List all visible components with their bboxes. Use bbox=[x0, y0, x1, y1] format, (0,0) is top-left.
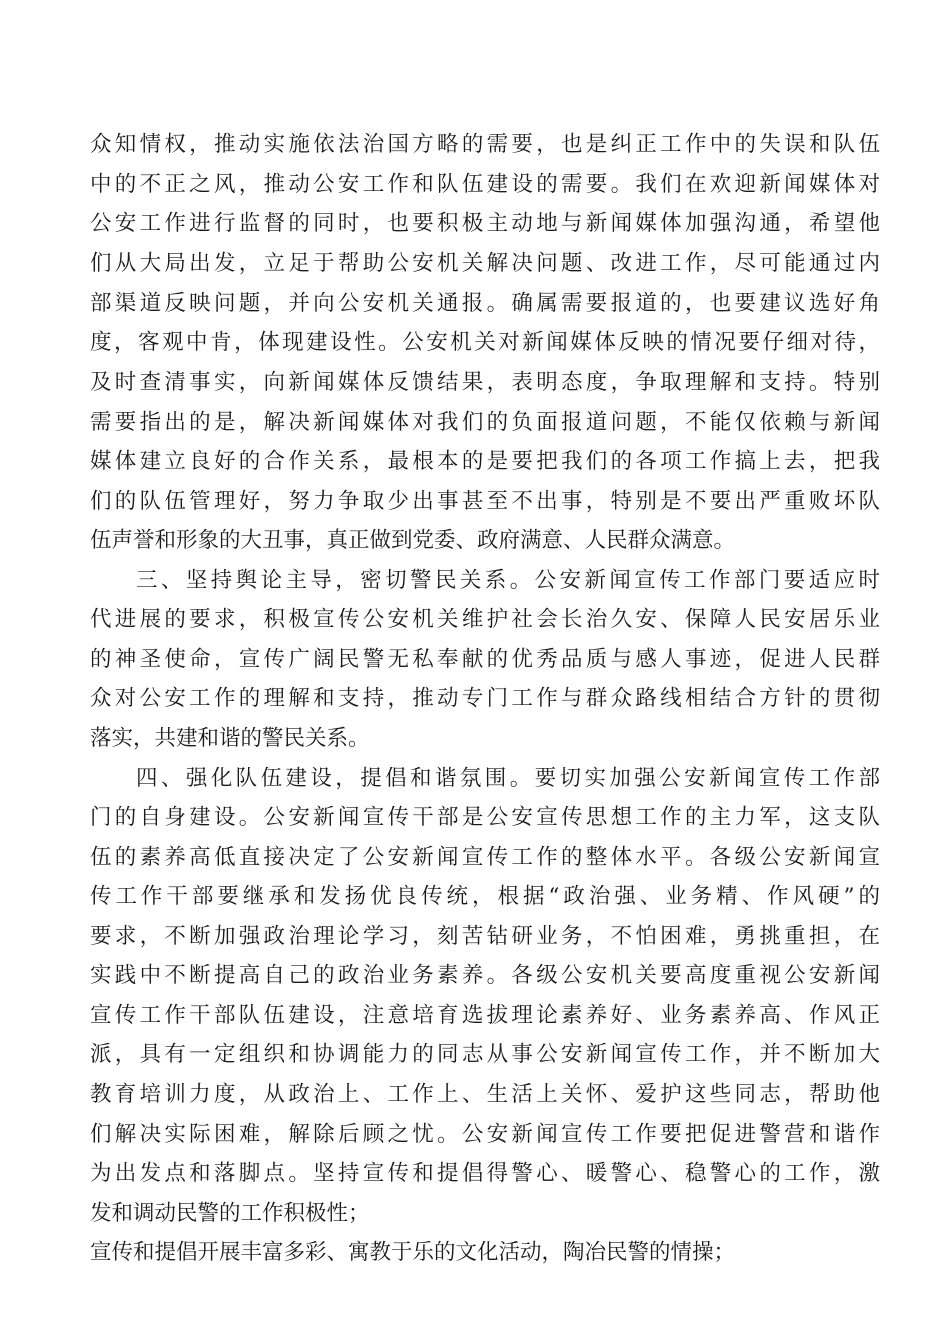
text-line: 众对公安工作的理解和支持，推动专门工作与群众路线相结合方针的贯彻 bbox=[90, 686, 880, 711]
text-line: 为出发点和落脚点。坚持宣传和提倡得警心、暖警心、稳警心的工作，激 bbox=[90, 1161, 880, 1186]
text-line: 伍声誉和形象的大丑事，真正做到党委、政府满意、人民群众满意。 bbox=[90, 528, 736, 553]
text-line: 部渠道反映问题，并向公安机关通报。确属需要报道的，也要建议选好角 bbox=[90, 291, 880, 316]
text-line: 落实，共建和谐的警民关系。 bbox=[90, 726, 370, 751]
text-line: 宣传工作干部队伍建设，注意培育选拔理论素养好、业务素养高、作风正 bbox=[90, 1003, 880, 1028]
text-line: 实践中不断提高自己的政治业务素养。各级公安机关要高度重视公安新闻 bbox=[90, 963, 880, 988]
text-line: 中的不正之风，推动公安工作和队伍建设的需要。我们在欢迎新闻媒体对 bbox=[90, 172, 880, 197]
text-line: 需要指出的是，解决新闻媒体对我们的负面报道问题，不能仅依赖与新闻 bbox=[90, 410, 880, 435]
text-line: 发和调动民警的工作积极性； bbox=[90, 1201, 370, 1226]
text-line: 众知情权，推动实施依法治国方略的需要，也是纠正工作中的失误和队伍 bbox=[90, 132, 880, 157]
text-line: 度，客观中肯，体现建设性。公安机关对新闻媒体反映的情况要仔细对待， bbox=[90, 330, 880, 355]
section-four-heading-line: 四、强化队伍建设，提倡和谐氛围。要切实加强公安新闻宣传工作部 bbox=[136, 766, 880, 791]
text-line: 伍的素养高低直接决定了公安新闻宣传工作的整体水平。各级公安新闻宣 bbox=[90, 845, 880, 870]
text-line: 要求，不断加强政治理论学习，刻苦钻研业务，不怕困难，勇挑重担，在 bbox=[90, 924, 880, 949]
text-line: 们从大局出发，立足于帮助公安机关解决问题、改进工作，尽可能通过内 bbox=[90, 251, 880, 276]
section-three-heading-line: 三、坚持舆论主导，密切警民关系。公安新闻宣传工作部门要适应时 bbox=[136, 568, 880, 593]
text-line: 及时查清事实，向新闻媒体反馈结果，表明态度，争取理解和支持。特别 bbox=[90, 370, 880, 395]
text-line: 代进展的要求，积极宣传公安机关维护社会长治久安、保障人民安居乐业 bbox=[90, 607, 880, 632]
text-line: 派，具有一定组织和协调能力的同志从事公安新闻宣传工作，并不断加大 bbox=[90, 1042, 880, 1067]
text-line: 宣传和提倡开展丰富多彩、寓教于乐的文化活动，陶冶民警的情操； bbox=[90, 1240, 736, 1265]
text-line: 门的自身建设。公安新闻宣传干部是公安宣传思想工作的主力军，这支队 bbox=[90, 805, 880, 830]
text-line: 们解决实际困难，解除后顾之忧。公安新闻宣传工作要把促进警营和谐作 bbox=[90, 1122, 880, 1147]
text-line: 公安工作进行监督的同时，也要积极主动地与新闻媒体加强沟通，希望他 bbox=[90, 211, 880, 236]
text-line: 教育培训力度，从政治上、工作上、生活上关怀、爱护这些同志，帮助他 bbox=[90, 1082, 880, 1107]
text-line: 媒体建立良好的合作关系，最根本的是要把我们的各项工作搞上去，把我 bbox=[90, 449, 880, 474]
text-line: 传工作干部要继承和发扬优良传统，根据“政治强、业务精、作风硬”的 bbox=[90, 884, 880, 909]
text-line: 的神圣使命，宣传广阔民警无私奉献的优秀品质与感人事迹，促进人民群 bbox=[90, 647, 880, 672]
text-line: 们的队伍管理好，努力争取少出事甚至不出事，特别是不要出严重败坏队 bbox=[90, 489, 880, 514]
